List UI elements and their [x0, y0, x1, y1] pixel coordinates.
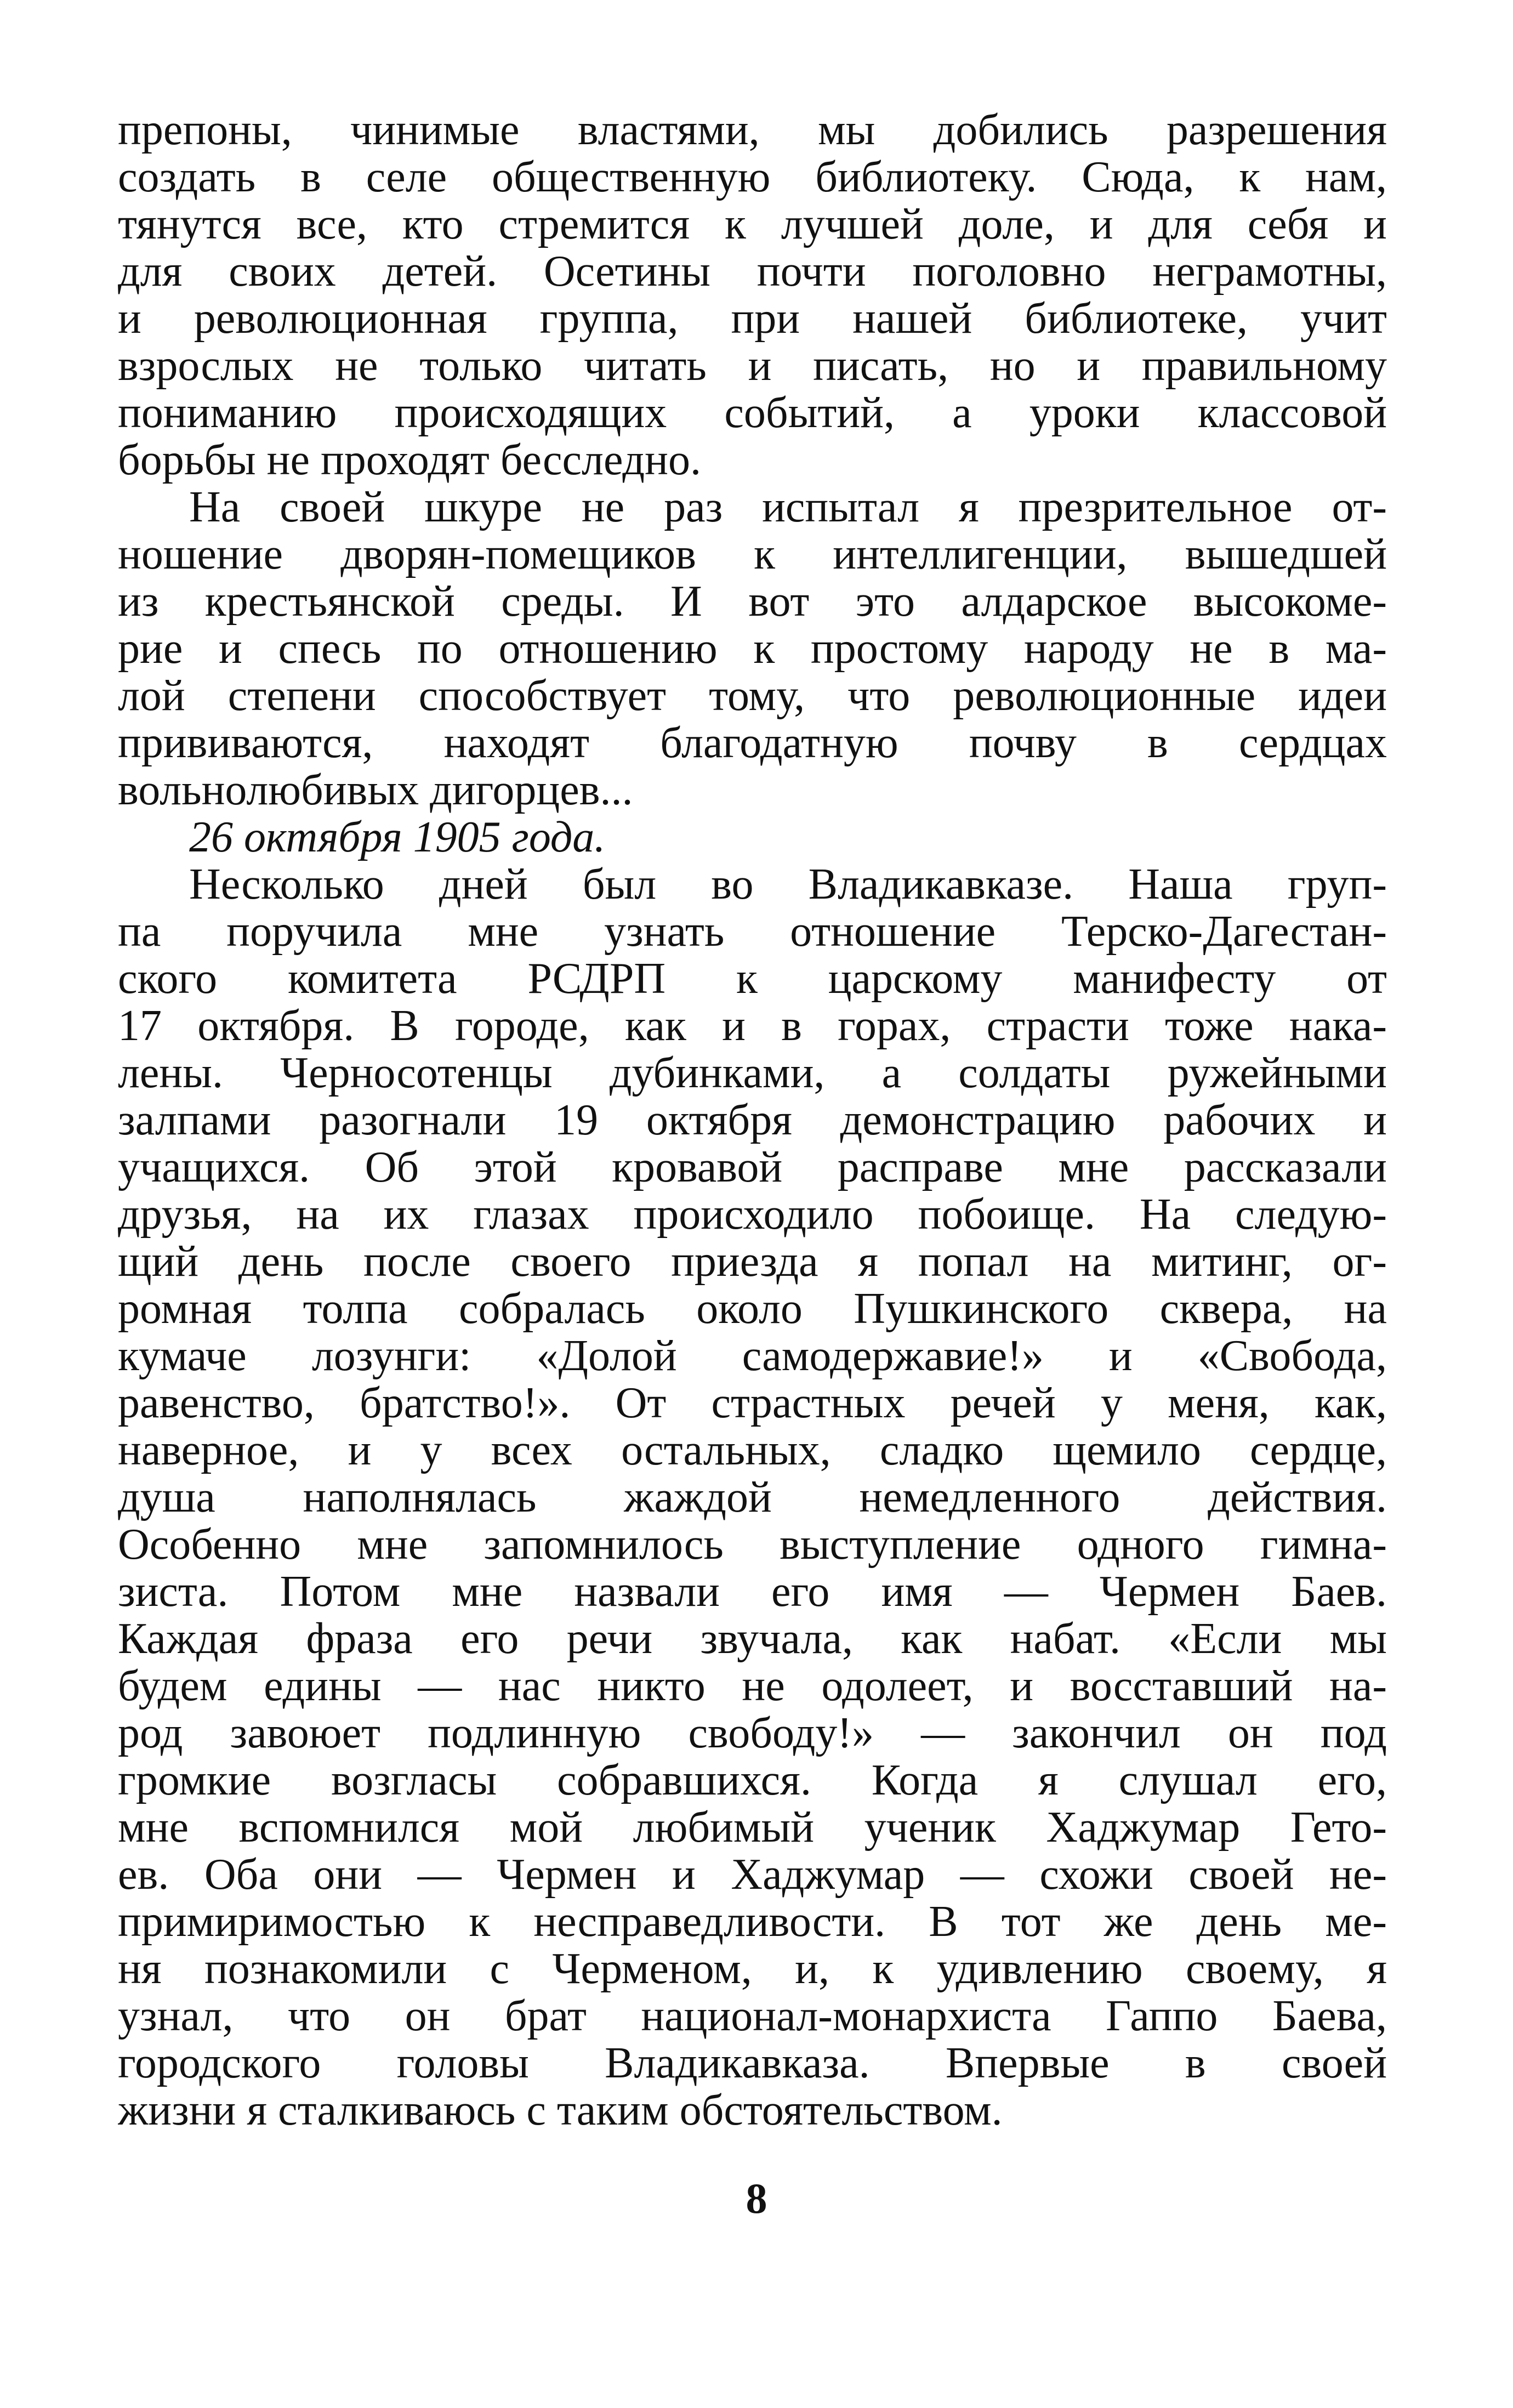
text-line: пониманию происходящих событий, а уроки классовой [118, 389, 1387, 436]
text-line: ромная толпа собралась около Пушкинского сквера, на [118, 1285, 1387, 1332]
text-line: учащихся. Об этой кровавой расправе мне рассказали [118, 1144, 1387, 1191]
page-number: 8 [746, 2174, 767, 2222]
text-line: мне вспомнился мой любимый ученик Хаджумар Гето- [118, 1804, 1387, 1851]
text-line: из крестьянской среды. И вот это алдарское высокоме- [118, 578, 1387, 625]
text-line: ня познакомили с Черменом, и, к удивлению своему, я [118, 1945, 1387, 1992]
text-line: ского комитета РСДРП к царскому манифесту от [118, 955, 1387, 1002]
text-line: для своих детей. Осетины почти поголовно неграмотны, [118, 248, 1387, 295]
text-line: и революционная группа, при нашей библиотеке, учит [118, 295, 1387, 342]
text-line: кумаче лозунги: «Долой самодержавие!» и «Свобода, [118, 1332, 1387, 1379]
text-line: рие и спесь по отношению к простому народу не в ма- [118, 625, 1387, 672]
text-line: тянутся все, кто стремится к лучшей доле, и для себя и [118, 201, 1387, 248]
text-line: наверное, и у всех остальных, сладко щемило сердце, [118, 1427, 1387, 1474]
page-text [118, 106, 1387, 2134]
text-line: На своей шкуре не раз испытал я презрительное от- [189, 484, 1387, 531]
text-line: прививаются, находят благодатную почву в сердцах [118, 719, 1387, 766]
text-line: лены. Черносотенцы дубинками, а солдаты ружейными [118, 1049, 1387, 1097]
text-line: ношение дворян-помещиков к интеллигенции, вышедшей [118, 531, 1387, 578]
text-line: щий день после своего приезда я попал на митинг, ог- [118, 1238, 1387, 1285]
text-line: залпами разогнали 19 октября демонстрацию рабочих и [118, 1097, 1387, 1144]
diary-date-heading: 26 октября 1905 года. [189, 814, 606, 861]
text-line: 17 октября. В городе, как и в горах, страсти тоже нака- [118, 1002, 1387, 1049]
text-line: душа наполнялась жаждой немедленного действия. [118, 1474, 1387, 1521]
text-line: препоны, чинимые властями, мы добились разрешения [118, 106, 1387, 154]
text-line: жизни я сталкиваюсь с таким обстоятельством. [118, 2087, 1003, 2134]
text-line: примиримостью к несправедливости. В тот же день ме- [118, 1898, 1387, 1945]
text-line: зиста. Потом мне назвали его имя — Чермен Баев. [118, 1568, 1387, 1615]
text-line: Каждая фраза его речи звучала, как набат. «Если мы [118, 1615, 1387, 1662]
text-line: громкие возгласы собравшихся. Когда я слушал его, [118, 1757, 1387, 1804]
text-line: будем едины — нас никто не одолеет, и восставший на- [118, 1662, 1387, 1710]
text-line: лой степени способствует тому, что революционные идеи [118, 672, 1387, 719]
text-line: ев. Оба они — Чермен и Хаджумар — схожи своей не- [118, 1851, 1387, 1898]
text-line: узнал, что он брат национал-монархиста Гаппо Баева, [118, 1992, 1387, 2040]
text-line: па поручила мне узнать отношение Терско-Дагестан- [118, 908, 1387, 955]
text-line: равенство, братство!». От страстных речей у меня, как, [118, 1379, 1387, 1427]
text-line: друзья, на их глазах происходило побоище. На следую- [118, 1191, 1387, 1238]
text-line: род завоюет подлинную свободу!» — закончил он под [118, 1710, 1387, 1757]
text-line: Несколько дней был во Владикавказе. Наша груп- [189, 861, 1387, 908]
text-line: городского головы Владикавказа. Впервые в своей [118, 2040, 1387, 2087]
text-line: Особенно мне запомнилось выступление одного гимна- [118, 1521, 1387, 1568]
text-line: борьбы не проходят бесследно. [118, 436, 701, 484]
text-line: создать в селе общественную библиотеку. Сюда, к нам, [118, 154, 1387, 201]
text-line: вольнолюбивых дигорцев... [118, 766, 633, 814]
text-line: взрослых не только читать и писать, но и правильному [118, 342, 1387, 389]
